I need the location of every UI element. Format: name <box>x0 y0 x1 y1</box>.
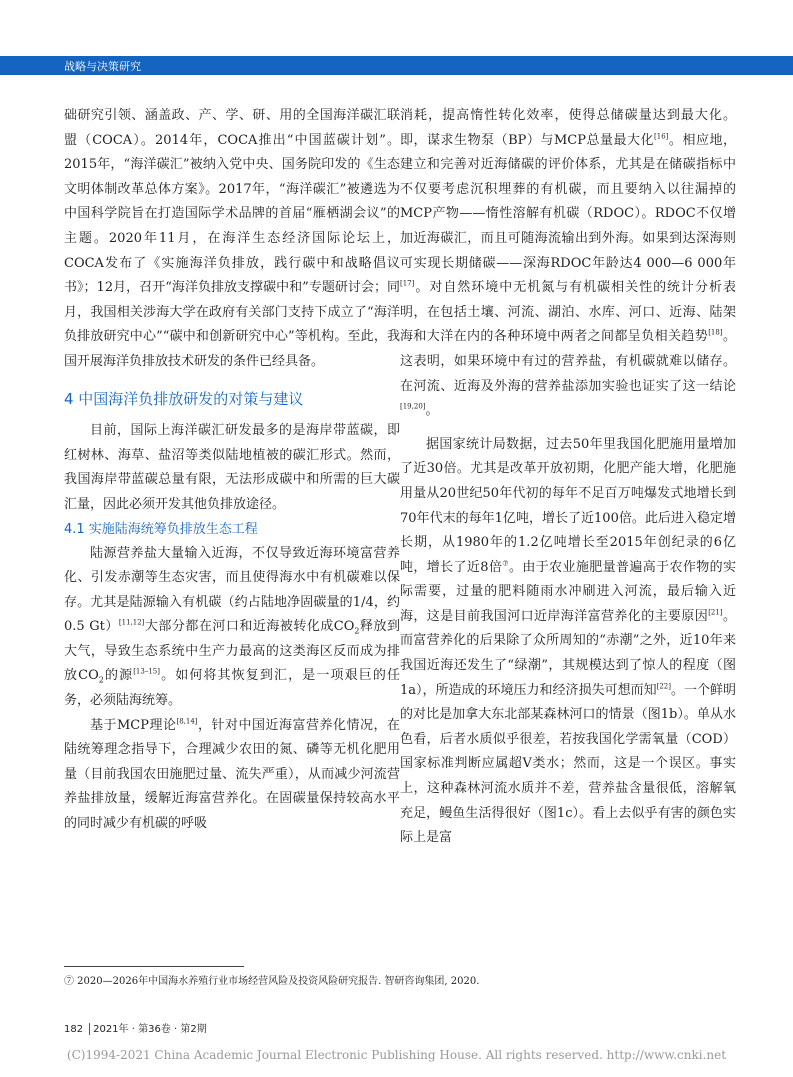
citation: [11,12] <box>118 618 145 627</box>
footnote-marker: ⑦ <box>502 559 509 568</box>
text-run: 消耗，提高惰性转化效率，使得总储碳量达到最大化。即，谋求生物泵（BP）与MCP总量最大化 <box>400 108 736 148</box>
footnote-divider <box>64 966 244 967</box>
text-run: 基于MCP理论 <box>90 717 177 733</box>
paragraph <box>400 104 736 424</box>
copyright-line: (C)1994-2021 China Academic Journal Electronic Publishing House. All rights reserved. http://www.cnki.net <box>66 1048 727 1062</box>
subscript: 2 <box>354 626 360 636</box>
paragraph: 目前，国际上海洋碳汇研发最多的是海岸带蓝碳，即红树林、海草、盐沼等类似陆地植被的碳汇形式。然而，我国海岸带蓝碳总量有限，无法形成碳中和所需的巨大碳汇量，因此必须开发其他负排放途径。 <box>64 423 400 512</box>
text-run: 的源 <box>103 668 134 684</box>
citation: [18] <box>708 329 723 338</box>
text-run: 释放到大气，导致生态系统中生产力最高的这类海区反而成为排放CO <box>64 619 400 684</box>
text-run: ，针对中国近海富营养化情况，在陆统筹理念指导下，合理减少农田的氮、磷等无机化肥用量（目前我国农田施肥过量、流失严重），从而减少河流营养盐排放量，缓解近海富营养化。在固碳量保持较高水平的同时减少有机碳的呼吸 <box>64 717 400 832</box>
text-run: 大部分都在河口和近海被转化成CO <box>144 619 355 635</box>
journal-issue: 2021年 · 第36卷 · 第2期 <box>93 1024 207 1035</box>
section-header-bar <box>0 56 793 75</box>
paragraph <box>64 542 400 714</box>
paragraph <box>64 714 400 837</box>
citation: [21] <box>708 608 723 617</box>
subscript: 2 <box>98 676 104 686</box>
citation: [17] <box>400 279 415 288</box>
citation: [16] <box>654 132 669 141</box>
text-run: 。如何将其恢复到汇，是一项艰巨的任务，必须陆海统筹。 <box>64 668 400 709</box>
paragraph <box>400 433 736 851</box>
section-heading-4: 4 中国海洋负排放研发的对策与建议 <box>64 389 304 408</box>
page-footer <box>64 1020 207 1035</box>
text-run: 。一个鲜明的对比是加拿大东北部某森林河口的情景（图1b）。单从水色看，后者水质似乎很差，若按我国化学需氧量（COD）国家标准判断应属超Ⅴ类水；然而，这是一个误区。事实上，这种森林河流水质并不差，营养盐含量很低，溶解氧充足，鳗鱼生活得很好（图1c）。看上去似乎有害的颜色实际上是富 <box>400 682 736 846</box>
footer-divider <box>89 1023 90 1035</box>
text-run: 。而富营养化的后果除了众所周知的“赤潮”之外，近10年来我国近海还发生了“绿潮”，其规模达到了惊人的程度（图1a），所造成的环境压力和经济损失可想而知 <box>400 608 736 698</box>
text-run: 。 <box>425 403 439 419</box>
page-number: 182 <box>64 1024 84 1035</box>
text-run: 。由于农业施肥量普遍高于农作物的实际需要，过量的肥料随雨水冲刷进入河流，最后输入近海，这是目前我国河口近岸海洋富营养化的主要原因 <box>400 559 736 624</box>
section-label: 战略与决策研究 <box>64 60 141 73</box>
left-column <box>64 104 400 837</box>
text-run: 陆源营养盐大量输入近海，不仅导致近海环境富营养化、引发赤潮等生态灾害，而且使得海水中有机碳难以保存。尤其是陆源输入有机碳（约占陆地净固碳量的1/4，约0.5 Gt） <box>64 545 400 635</box>
text-run: 据国家统计局数据，过去50年里我国化肥施用量増加了近30倍。尤其是改革开放初期，化肥产能大增，化肥施用量从20世纪50年代初的每年不足百万吨爆发式地增长到70年代末的每年1亿吨，增长了近100倍。此后进入稳定增长期，从1980年的1.2亿吨增长至2015年创纪录的6亿吨，增长了近8倍 <box>400 436 736 575</box>
citation: [22] <box>656 682 671 691</box>
footnote: ⑦ 2020—2026年中国海水养殖行业市场经营风险及投资风险研究报告. 智研咨询集团, 2020. <box>64 976 480 987</box>
citation: [8,14] <box>176 717 198 726</box>
paragraph: 础研究引领、涵盖政、产、学、研、用的全国海洋碳汇联盟（COCA）。2014年，COCA推出“中国蓝碳计划”。2015年，“海洋碳汇”被纳入党中央、国务院印发的《生态文明体制改革总体方案》。2017年，“海洋碳汇”被遴选为中国科学院旨在打造国际学术品牌的首届“雁栖湖会议”的主题。2020年11月，在海洋生态经济国际论坛上，COCA发布了《实施海洋负排放，践行碳中和战略倡议书》；12月，召开“海洋负排放支撑碳中和”专题研讨会；同月，我国相关涉海大学在政府有关部门支持下成立了“海洋负排放研究中心”“碳中和创新研究中心”等机构。至此，我国开展海洋负排放技术研发的条件已经具备。 <box>64 108 400 369</box>
text-run: 。对自然环境中无机氮与有机碳相关性的统计分析表明，在包括土壤、河流、湖泊、水库、河口、近海、陆架海和大洋在内的各种环境中两者之间都呈负相关趋势 <box>400 280 736 345</box>
subsection-heading-4-1: 4.1 实施陆海统筹负排放生态工程 <box>64 521 258 537</box>
text-run: 。相应地，建立和完善对近海储碳的评价体系，尤其是在储碳指标中不仅要考虑沉积埋葬的有机碳，而且要纳入以往漏掉的MCP产物——惰性溶解有机碳（RDOC）。RDOC不仅增加近海碳汇，而且可随海流输出到外海。如果到达深海则可实现长期储碳——深海RDOC年龄达4 000—6 000年 <box>400 132 736 271</box>
text-run: 。这表明，如果环境中有过的营养盐，有机碳就难以储存。在河流、近海及外海的营养盐添加实验也证实了这一结论 <box>400 329 736 394</box>
citation: [13–15] <box>133 668 160 677</box>
citation: [19,20] <box>400 402 426 411</box>
right-column <box>400 104 736 851</box>
